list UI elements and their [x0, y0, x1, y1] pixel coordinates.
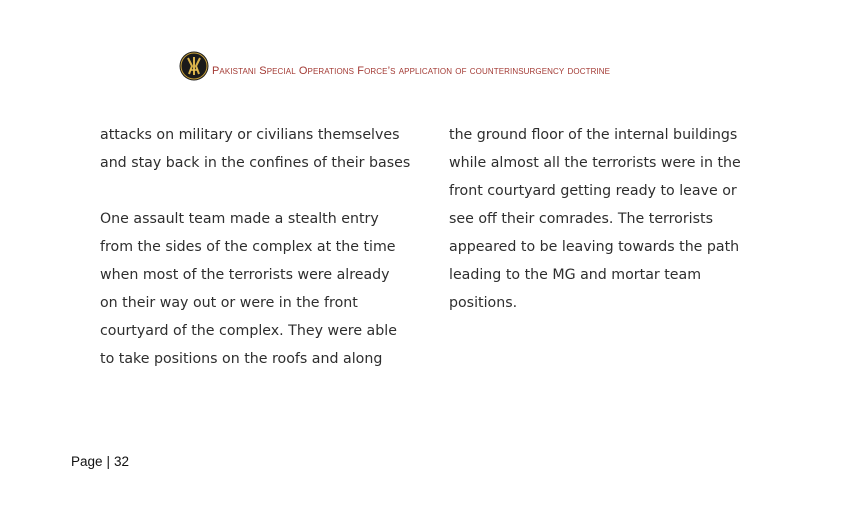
- text-line: when most of the terrorists were already: [100, 267, 390, 283]
- page-header: [179, 50, 610, 82]
- left-text-column: [100, 121, 420, 373]
- text-line: see off their comrades. The terrorists: [449, 211, 713, 227]
- text-line: appeared to be leaving towards the path: [449, 239, 740, 255]
- paragraph-gap: [100, 177, 420, 205]
- text-line: leading to the MG and mortar team: [449, 267, 702, 283]
- text-line: courtyard of the complex. They were able: [100, 323, 397, 339]
- text-line: on their way out or were in the front: [100, 295, 358, 311]
- text-line: from the sides of the complex at the time: [100, 239, 396, 255]
- text-line: One assault team made a stealth entry: [100, 211, 379, 227]
- right-text-column: [449, 121, 769, 317]
- text-line: positions.: [449, 295, 518, 311]
- text-line: attacks on military or civilians themselves: [100, 127, 400, 143]
- text-line: to take positions on the roofs and along: [100, 351, 383, 367]
- text-line: and stay back in the confines of their bases: [100, 155, 411, 171]
- ssg-emblem-icon: [179, 51, 209, 81]
- text-line: the ground floor of the internal buildings: [449, 127, 738, 143]
- page-number: 32: [114, 454, 130, 469]
- page-label: Page: [71, 454, 103, 469]
- document-running-title: Pakistani Special Operations Force’s application of counterinsurgency doctrine: [212, 65, 611, 77]
- page-footer: [71, 454, 129, 469]
- text-line: while almost all the terrorists were in the: [449, 155, 741, 171]
- text-line: front courtyard getting ready to leave or: [449, 183, 737, 199]
- footer-separator: |: [106, 454, 111, 469]
